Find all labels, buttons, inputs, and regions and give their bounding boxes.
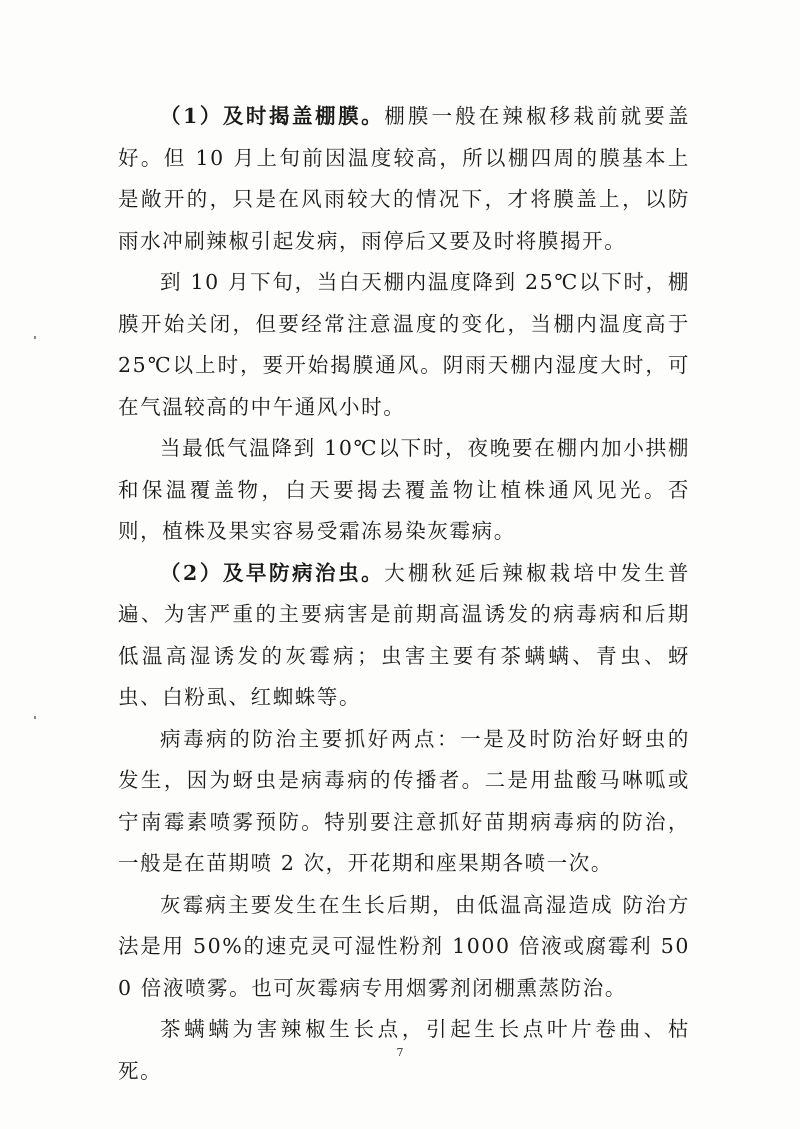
paragraph	[118, 262, 690, 428]
paragraph-text: 茶螨螨为害辣椒生长点，引起生长点叶片卷曲、枯死。	[118, 1017, 690, 1083]
paragraph-text: 棚膜一般在辣椒移栽前就要盖好。但 10 月上旬前因温度较高，所以棚四周的膜基本上是敞开的，只是在风雨较大的情况下，才将膜盖上，以防雨水冲刷辣椒引起发病，雨停后又要及时将膜揭开。	[118, 104, 690, 253]
paragraph	[118, 553, 690, 719]
paragraph-text: 当最低气温降到 10℃以下时，夜晚要在棚内加小拱棚和保温覆盖物，白天要揭去覆盖物让植株通风见光。否则，植株及果实容易受霜冻易染灰霉病。	[118, 436, 690, 543]
section-heading: （2）及早防病治虫。	[160, 560, 385, 585]
section-heading: （1）及时揭盖棚膜。	[160, 104, 385, 128]
page-number: 7	[396, 1046, 404, 1059]
scan-speck	[34, 716, 36, 719]
paragraph	[118, 428, 690, 553]
paragraph	[118, 96, 690, 262]
paragraph-text: 病毒病的防治主要抓好两点：一是及时防治好蚜虫的发生，因为蚜虫是病毒病的传播者。二是用盐酸马啉呱或宁南霉素喷雾预防。特别要注意抓好苗期病毒病的防治，一般是在苗期喷 2 次，开花期和座果期各喷一次。	[118, 726, 690, 875]
paragraph-text: 到 10 月下旬，当白天棚内温度降到 25℃以下时，棚膜开始关闭，但要经常注意温度的变化，当棚内温度高于 25℃以上时，要开始揭膜通风。阴雨天棚内湿度大时，可在气温较高的中午通风小时。	[118, 270, 690, 419]
paragraph-text: 灰霉病主要发生在生长后期，由低温高湿造成 防治方法是用 50%的速克灵可湿性粉剂 1000 倍液或腐霉利 500 倍液喷雾。也可灰霉病专用烟雾剂闭棚熏蒸防治。	[118, 892, 690, 1000]
scan-speck	[34, 336, 36, 339]
document-body	[118, 96, 690, 1092]
paragraph	[118, 885, 690, 1010]
paragraph-text: 大棚秋延后辣椒栽培中发生普遍、为害严重的主要病害是前期高温诱发的病毒病和后期低温高湿诱发的灰霉病；虫害主要有茶螨螨、青虫、蚜虫、白粉虱、红蜘蛛等。	[118, 560, 690, 709]
paragraph	[118, 719, 690, 885]
